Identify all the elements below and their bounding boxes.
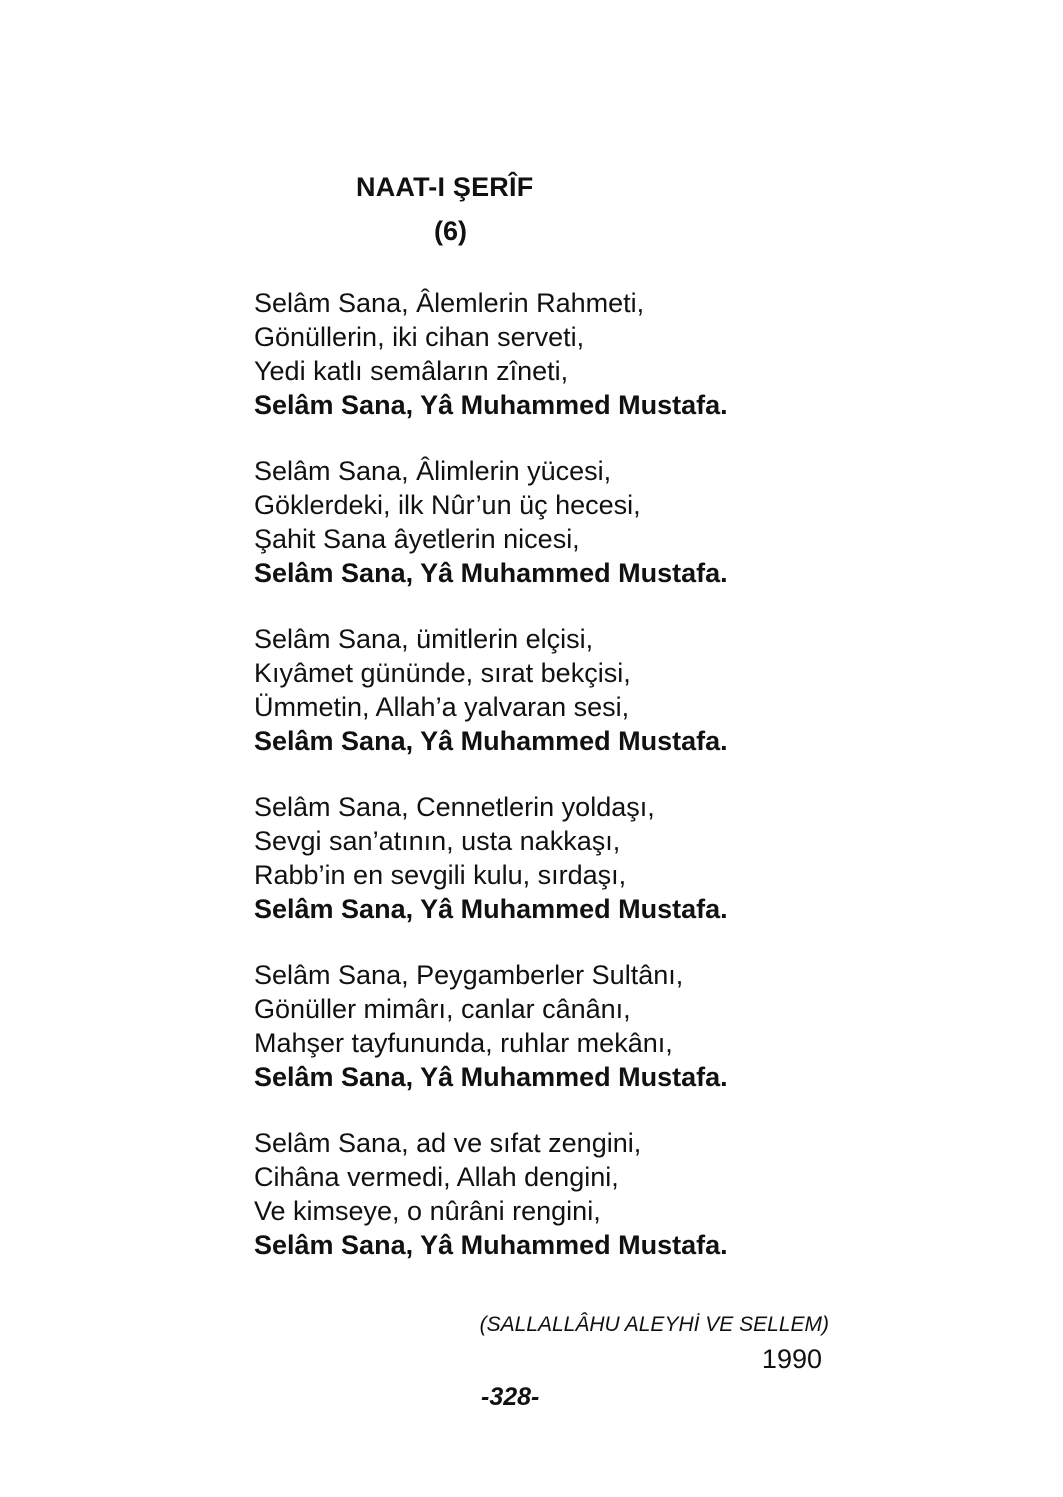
verse-line: Ve kimseye, o nûrâni rengini, (254, 1196, 601, 1226)
stanza (254, 622, 894, 758)
verse-line: Kıyâmet gününde, sırat bekçisi, (254, 658, 631, 688)
refrain-line: Selâm Sana, Yâ Muhammed Mustafa. (254, 1230, 728, 1260)
verse-line: Yedi katlı semâların zîneti, (254, 356, 569, 386)
verse-line: Selâm Sana, ümitlerin elçisi, (254, 624, 594, 654)
poem-body (254, 286, 894, 1294)
verse-line: Gönüllerin, iki cihan serveti, (254, 322, 585, 352)
verse-line: Selâm Sana, ad ve sıfat zengini, (254, 1128, 642, 1158)
refrain-line: Selâm Sana, Yâ Muhammed Mustafa. (254, 390, 728, 420)
verse-line: Selâm Sana, Peygamberler Sultânı, (254, 960, 684, 990)
verse-line: Ümmetin, Allah’a yalvaran sesi, (254, 692, 630, 722)
verse-line: Selâm Sana, Cennetlerin yoldaşı, (254, 792, 655, 822)
poem-title: NAAT-I ŞERÎF (356, 172, 534, 202)
verse-line: Selâm Sana, Âlemlerin Rahmeti, (254, 288, 645, 318)
verse-line: Göklerdeki, ilk Nûr’un üç hecesi, (254, 490, 641, 520)
verse-line: Rabb’in en sevgili kulu, sırdaşı, (254, 860, 627, 890)
verse-line: Mahşer tayfununda, ruhlar mekânı, (254, 1028, 673, 1058)
verse-line: Gönüller mimârı, canlar cânânı, (254, 994, 631, 1024)
stanza (254, 1126, 894, 1262)
stanza (254, 286, 894, 422)
stanza (254, 454, 894, 590)
verse-line: Sevgi san’atının, usta nakkaşı, (254, 826, 621, 856)
verse-line: Cihâna vermedi, Allah dengini, (254, 1162, 619, 1192)
refrain-line: Selâm Sana, Yâ Muhammed Mustafa. (254, 558, 728, 588)
page-number: -328- (481, 1383, 540, 1411)
verse-line: Selâm Sana, Âlimlerin yücesi, (254, 456, 612, 486)
stanza (254, 958, 894, 1094)
refrain-line: Selâm Sana, Yâ Muhammed Mustafa. (254, 894, 728, 924)
refrain-line: Selâm Sana, Yâ Muhammed Mustafa. (254, 1062, 728, 1092)
verse-line: Şahit Sana âyetlerin nicesi, (254, 524, 580, 554)
poem-year: 1990 (761, 1344, 822, 1374)
salawat-note: (SALLALLÂHU ALEYHİ VE SELLEM) (479, 1313, 829, 1336)
stanza (254, 790, 894, 926)
poem-number: (6) (434, 216, 467, 246)
refrain-line: Selâm Sana, Yâ Muhammed Mustafa. (254, 726, 728, 756)
